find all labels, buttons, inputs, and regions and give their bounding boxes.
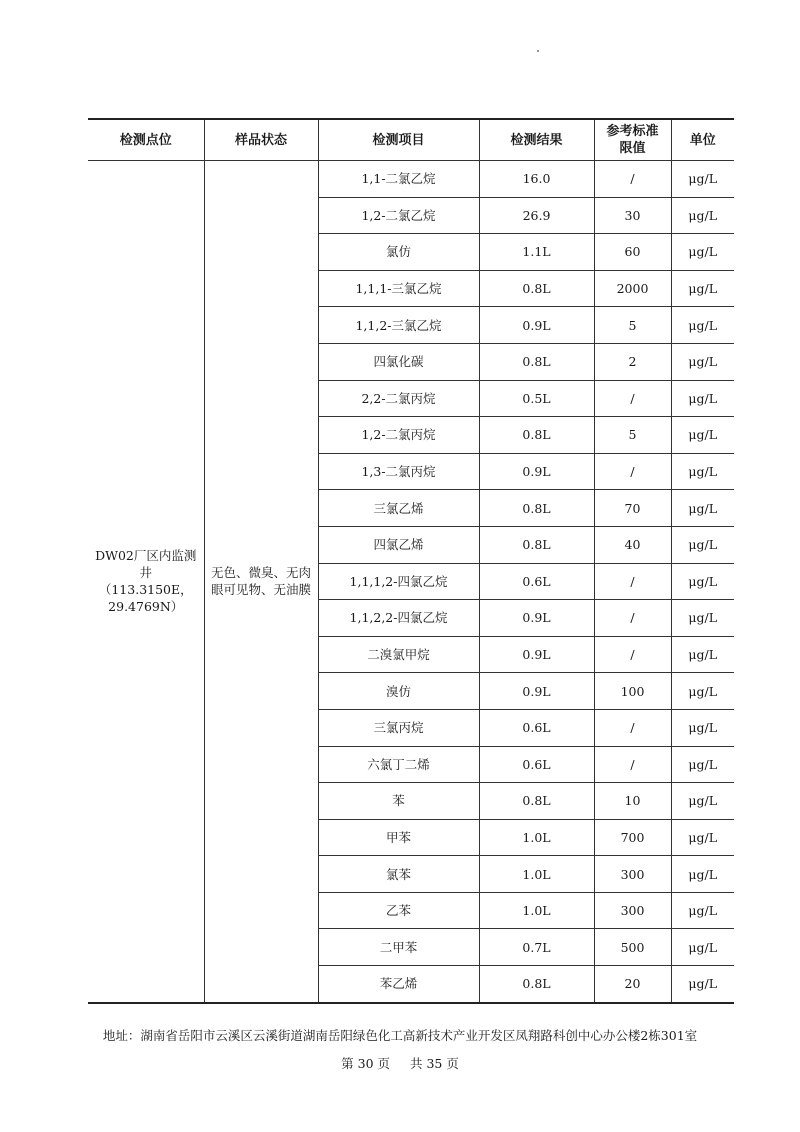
limit-cell: 2 [594,343,671,380]
result-cell: 1.1L [479,234,594,271]
test-item-cell: 1,1,1-三氯乙烷 [318,270,479,307]
result-cell: 0.8L [479,343,594,380]
unit-cell: μg/L [671,380,734,417]
test-item-cell: 1,1,2,2-四氯乙烷 [318,600,479,637]
limit-cell: / [594,600,671,637]
result-cell: 0.8L [479,783,594,820]
limit-cell: / [594,380,671,417]
test-item-cell: 1,1,1,2-四氯乙烷 [318,563,479,600]
unit-cell: μg/L [671,709,734,746]
limit-cell: 70 [594,490,671,527]
limit-cell: 300 [594,892,671,929]
header-limit-line1: 参考标准 [606,124,659,139]
result-cell: 0.8L [479,966,594,1003]
unit-cell: μg/L [671,563,734,600]
limit-cell: 30 [594,197,671,234]
unit-cell: μg/L [671,892,734,929]
unit-cell: μg/L [671,453,734,490]
location-text: DW02厂区内监测井（113.3150E，29.4769N） [95,548,197,615]
header-sample-state: 样品状态 [204,119,318,161]
limit-cell: / [594,453,671,490]
test-results-table [88,118,734,1004]
sample-state-text: 无色、微臭、无肉眼可见物、无油膜 [210,565,311,598]
limit-cell: 700 [594,819,671,856]
unit-cell: μg/L [671,929,734,966]
unit-cell: μg/L [671,783,734,820]
location-cell [88,161,204,1003]
unit-cell: μg/L [671,673,734,710]
test-item-cell: 苯乙烯 [318,966,479,1003]
footer-address: 地址：湖南省岳阳市云溪区云溪街道湖南岳阳绿色化工高新技术产业开发区凤翔路科创中心办公楼2栋301室 [102,1028,698,1043]
test-item-cell: 1,1,2-三氯乙烷 [318,307,479,344]
scan-speck [537,50,539,52]
limit-cell: 10 [594,783,671,820]
limit-cell: 300 [594,856,671,893]
test-item-cell: 1,1-二氯乙烷 [318,161,479,198]
limit-cell: / [594,636,671,673]
header-location: 检测点位 [88,119,204,161]
table-header-row [88,119,734,161]
limit-cell: 20 [594,966,671,1003]
unit-cell: μg/L [671,600,734,637]
result-cell: 0.5L [479,380,594,417]
test-item-cell: 四氯化碳 [318,343,479,380]
result-cell: 0.6L [479,709,594,746]
result-cell: 0.8L [479,417,594,454]
result-cell: 0.8L [479,526,594,563]
result-cell: 1.0L [479,892,594,929]
limit-cell: 500 [594,929,671,966]
result-cell: 0.8L [479,490,594,527]
header-unit: 单位 [671,119,734,161]
unit-cell: μg/L [671,966,734,1003]
result-cell: 16.0 [479,161,594,198]
limit-cell: 2000 [594,270,671,307]
limit-cell: 5 [594,307,671,344]
test-item-cell: 溴仿 [318,673,479,710]
sample-state-cell [204,161,318,1003]
result-cell: 0.9L [479,307,594,344]
unit-cell: μg/L [671,819,734,856]
unit-cell: μg/L [671,856,734,893]
unit-cell: μg/L [671,270,734,307]
limit-cell: / [594,709,671,746]
unit-cell: μg/L [671,307,734,344]
result-cell: 26.9 [479,197,594,234]
unit-cell: μg/L [671,161,734,198]
unit-cell: μg/L [671,234,734,271]
limit-cell: 60 [594,234,671,271]
test-item-cell: 六氯丁二烯 [318,746,479,783]
unit-cell: μg/L [671,417,734,454]
test-item-cell: 2,2-二氯丙烷 [318,380,479,417]
test-item-cell: 氯仿 [318,234,479,271]
test-item-cell: 三氯乙烯 [318,490,479,527]
unit-cell: μg/L [671,490,734,527]
result-cell: 0.9L [479,453,594,490]
test-item-cell: 甲苯 [318,819,479,856]
header-limit-line2: 限值 [619,141,646,156]
result-cell: 0.7L [479,929,594,966]
unit-cell: μg/L [671,526,734,563]
limit-cell: 40 [594,526,671,563]
footer-pagination [0,1054,800,1072]
header-result: 检测结果 [479,119,594,161]
unit-cell: μg/L [671,636,734,673]
result-cell: 0.9L [479,636,594,673]
unit-cell: μg/L [671,197,734,234]
test-item-cell: 氯苯 [318,856,479,893]
test-item-cell: 二溴氯甲烷 [318,636,479,673]
result-cell: 1.0L [479,856,594,893]
limit-cell: 100 [594,673,671,710]
unit-cell: μg/L [671,746,734,783]
result-cell: 0.6L [479,563,594,600]
page-total: 共 35 页 [409,1056,459,1071]
result-cell: 0.9L [479,600,594,637]
result-cell: 1.0L [479,819,594,856]
page-number: 第 30 页 [341,1056,390,1071]
header-test-item: 检测项目 [318,119,479,161]
test-item-cell: 三氯丙烷 [318,709,479,746]
test-item-cell: 1,2-二氯丙烷 [318,417,479,454]
test-item-cell: 苯 [318,783,479,820]
result-cell: 0.8L [479,270,594,307]
result-cell: 0.6L [479,746,594,783]
limit-cell: / [594,161,671,198]
limit-cell: / [594,746,671,783]
test-item-cell: 1,2-二氯乙烷 [318,197,479,234]
limit-cell: / [594,563,671,600]
unit-cell: μg/L [671,343,734,380]
header-reference-limit [594,119,671,161]
table-row [88,161,734,198]
test-item-cell: 二甲苯 [318,929,479,966]
test-item-cell: 乙苯 [318,892,479,929]
result-cell: 0.9L [479,673,594,710]
limit-cell: 5 [594,417,671,454]
test-item-cell: 四氯乙烯 [318,526,479,563]
test-item-cell: 1,3-二氯丙烷 [318,453,479,490]
